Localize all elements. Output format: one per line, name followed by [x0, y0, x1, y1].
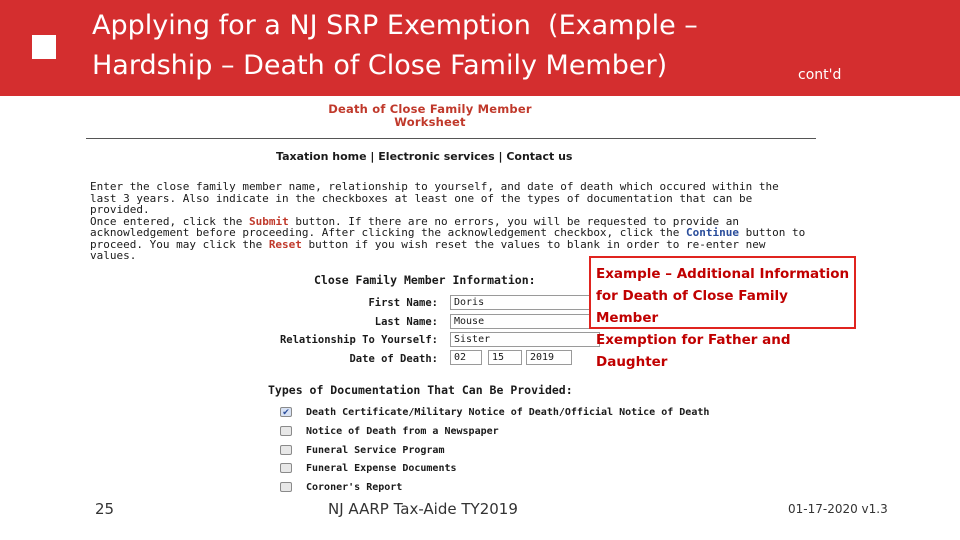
doc-option-label: Notice of Death from a Newspaper: [306, 425, 499, 437]
square-bullet-icon: [32, 35, 56, 59]
date-day-field[interactable]: 15: [488, 350, 522, 365]
nav-separator: |: [494, 150, 507, 163]
doc-option-label: Funeral Service Program: [306, 444, 445, 456]
callout-line-2: for Death of Close Family Member: [596, 288, 788, 326]
instr-submit-keyword: Submit: [248, 215, 289, 228]
callout-line-3: Exemption for Father and Daughter: [596, 332, 791, 370]
checkbox-icon[interactable]: [280, 482, 292, 492]
footer-title: NJ AARP Tax-Aide TY2019: [328, 500, 518, 518]
doc-option-newspaper-notice[interactable]: [280, 424, 499, 438]
worksheet-title-line1: Death of Close Family Member: [328, 102, 532, 116]
checkbox-icon[interactable]: [280, 463, 292, 473]
instr-text: button if you wish reset the values to blank in order to re-enter new values.: [90, 237, 766, 262]
checkbox-icon[interactable]: [280, 445, 292, 455]
nav-separator: |: [366, 150, 379, 163]
worksheet-title: [300, 103, 560, 128]
doc-option-death-certificate[interactable]: [280, 405, 709, 419]
date-of-death-label: Date of Death:: [349, 353, 438, 365]
continued-label: cont'd: [798, 67, 842, 83]
example-callout: [589, 256, 856, 370]
instructions-paragraph-1: Enter the close family member name, relationship to yourself, and date of death which occured within the last 3 years. Also indicate in the checkboxes at least one of the types of documentation that can be provided.: [90, 180, 779, 216]
nav-link-taxation-home[interactable]: Taxation home: [276, 150, 367, 163]
first-name-label: First Name:: [368, 297, 438, 309]
instr-text: Once entered, click the: [90, 215, 249, 228]
relationship-label: Relationship To Yourself:: [279, 334, 438, 346]
doc-option-label: Funeral Expense Documents: [306, 462, 457, 474]
first-name-field[interactable]: Doris: [450, 295, 596, 310]
slide-number: 25: [95, 500, 115, 518]
date-year-field[interactable]: 2019: [526, 350, 572, 365]
instr-text: button to proceed. You may click the: [90, 226, 806, 251]
callout-line-1: Example – Additional Information: [596, 266, 850, 282]
doc-option-coroner-report[interactable]: [280, 480, 402, 494]
nav-link-contact-us[interactable]: Contact us: [506, 150, 573, 163]
family-info-heading: Close Family Member Information:: [314, 273, 536, 287]
date-month-field[interactable]: 02: [450, 350, 482, 365]
doc-option-funeral-expenses[interactable]: [280, 461, 457, 475]
doc-option-label: Death Certificate/Military Notice of Death/Official Notice of Death: [306, 406, 710, 418]
documentation-heading: Types of Documentation That Can Be Provided:: [268, 383, 573, 397]
nav-link-electronic-services[interactable]: Electronic services: [378, 150, 495, 163]
checkbox-icon[interactable]: [280, 426, 292, 436]
relationship-field[interactable]: Sister: [450, 332, 600, 347]
slide-title: Applying for a NJ SRP Exemption (Example – Hardship – Death of Close Family Member): [92, 10, 698, 81]
instr-continue-keyword: Continue: [686, 226, 740, 240]
worksheet-nav: [276, 150, 572, 163]
worksheet-divider: [86, 138, 816, 139]
doc-option-funeral-program[interactable]: [280, 443, 444, 457]
worksheet-title-line2: Worksheet: [394, 114, 466, 129]
last-name-label: Last Name:: [374, 316, 438, 328]
instr-text: button. If there are no errors, you will be requested to provide an acknowledgement before proceeding. After clicking the acknowledgement checkbox, click the: [90, 215, 740, 240]
last-name-field[interactable]: Mouse: [450, 314, 596, 329]
checkbox-checked-icon[interactable]: ✔: [280, 407, 292, 417]
instr-reset-keyword: Reset: [268, 237, 302, 251]
doc-option-label: Coroner's Report: [306, 481, 403, 493]
footer-version: 01-17-2020 v1.3: [788, 502, 888, 516]
instructions-paragraph-2: [90, 216, 810, 261]
title-bar: [0, 0, 960, 96]
